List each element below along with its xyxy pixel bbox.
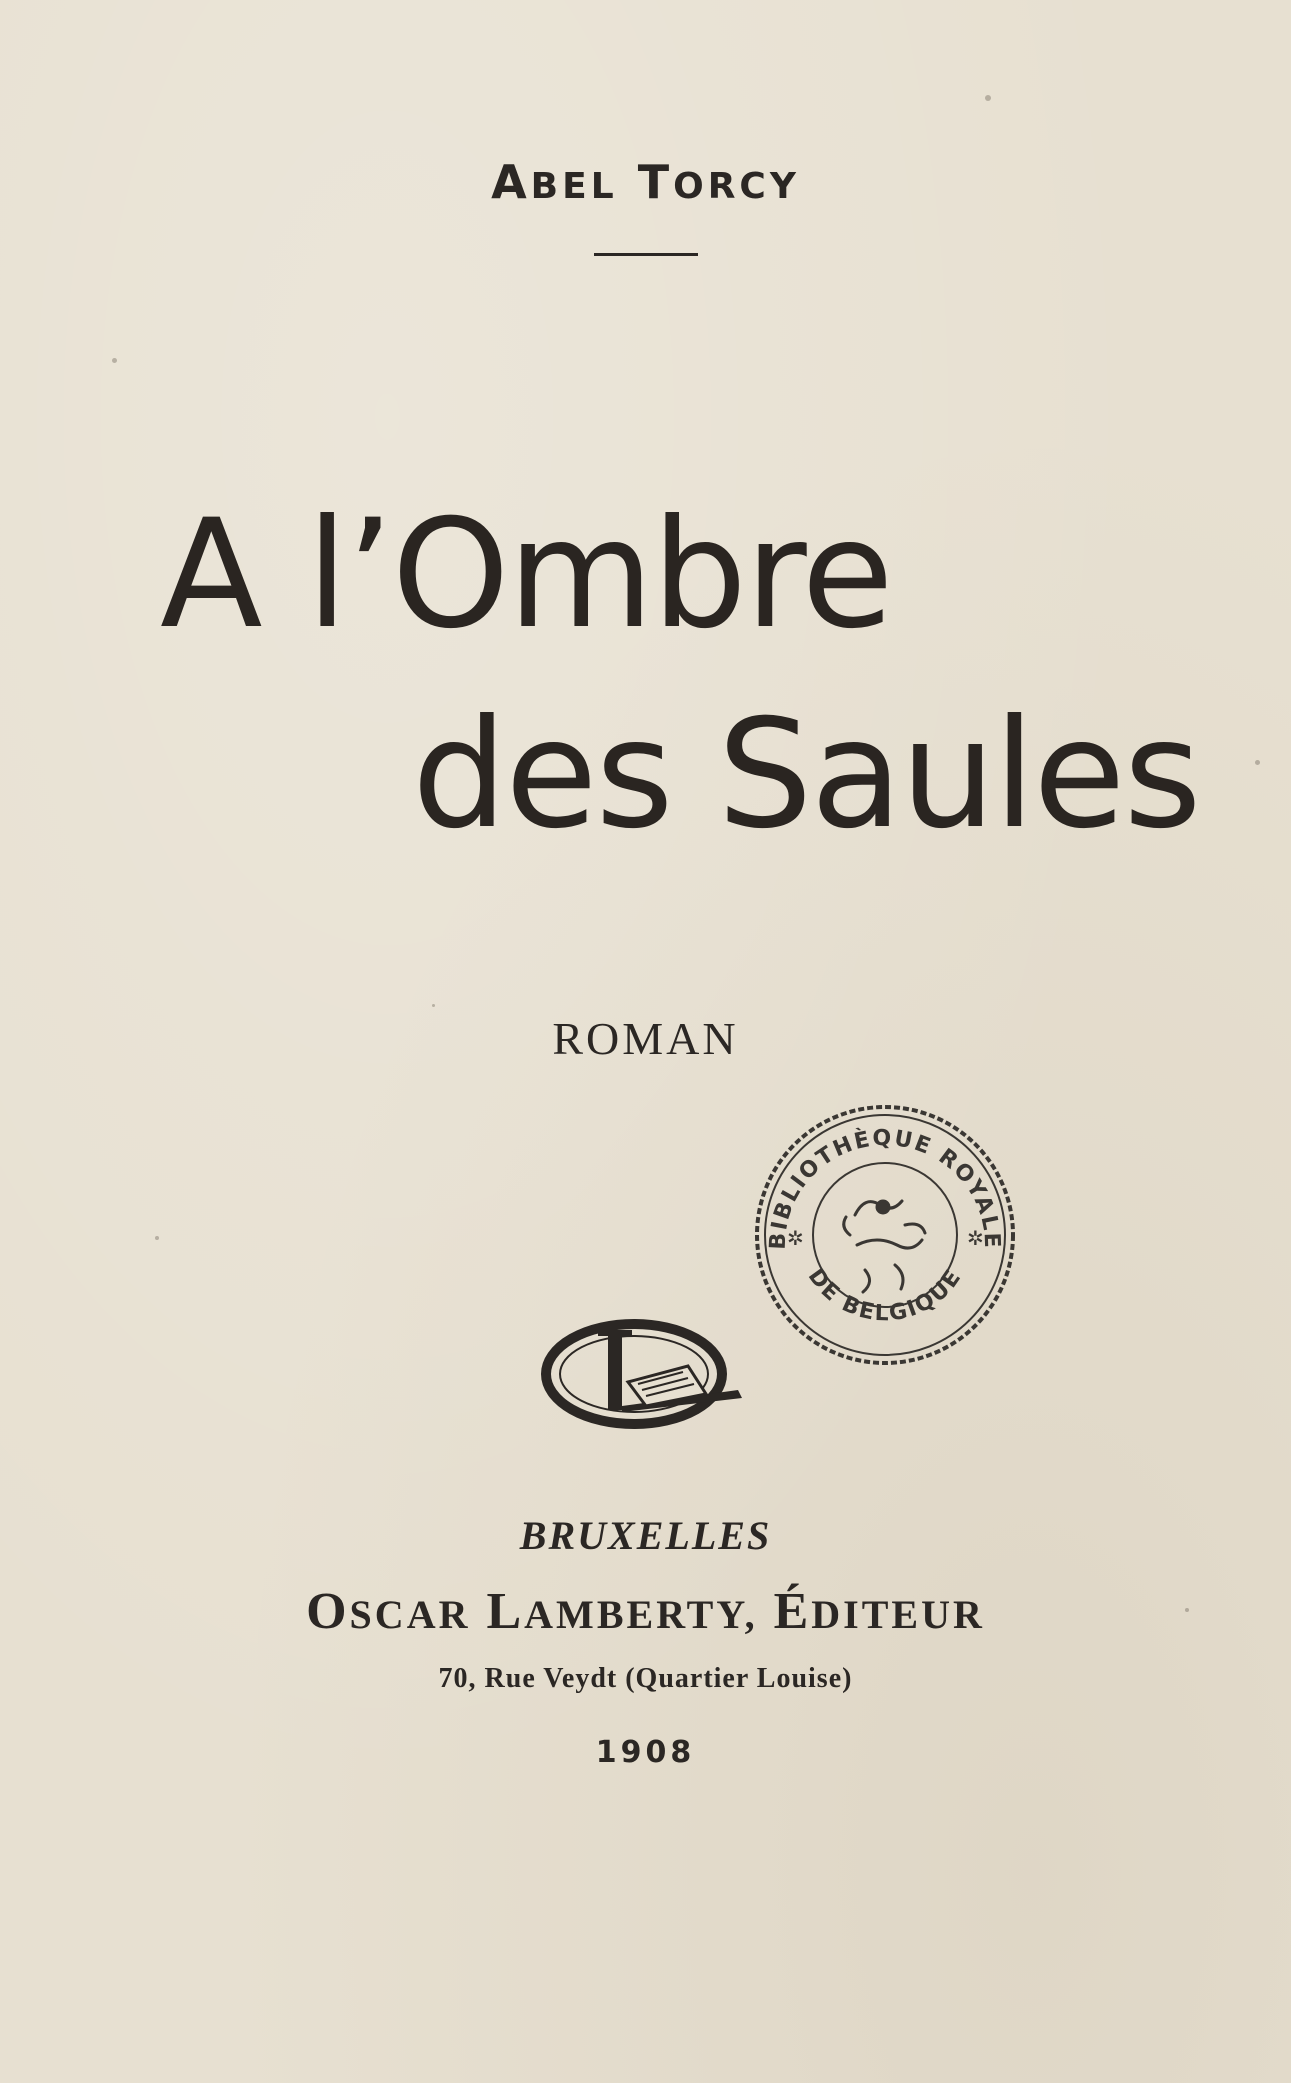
author-rule-divider xyxy=(594,253,698,256)
imprint-address: 70, Rue Veydt (Quartier Louise) xyxy=(438,1663,853,1694)
publisher-logo-icon xyxy=(538,1310,748,1435)
title-line-2: des Saules xyxy=(412,688,1200,862)
stamp-bottom-text: DE BELGIQUE xyxy=(802,1264,968,1327)
paper-speck xyxy=(1255,760,1260,765)
publisher-text: OSCAR LAMBERTY, ÉDITEUR xyxy=(306,1583,985,1640)
stamp-star-left: ✲ xyxy=(787,1226,804,1250)
imprint-publisher xyxy=(0,1582,1291,1641)
stamp-top-text: BIBLIOTHÈQUE ROYALE xyxy=(765,1125,1005,1251)
title-line-1: A l’Ombre xyxy=(160,488,892,662)
paper-speck xyxy=(112,358,117,363)
paper-speck xyxy=(1185,1608,1189,1612)
imprint-city: BRUXELLES xyxy=(519,1513,772,1558)
stamp-lion-icon xyxy=(844,1201,925,1292)
author-name xyxy=(0,155,1291,209)
imprint-year: 1908 xyxy=(595,1735,696,1770)
paper-speck xyxy=(432,1004,435,1007)
author-text: ABEL TORCY xyxy=(491,155,800,209)
paper-speck xyxy=(155,1236,159,1240)
library-stamp xyxy=(745,1095,1025,1375)
stamp-star-right: ✲ xyxy=(967,1226,984,1250)
paper-speck xyxy=(985,95,991,101)
genre-label: ROMAN xyxy=(552,1013,739,1064)
